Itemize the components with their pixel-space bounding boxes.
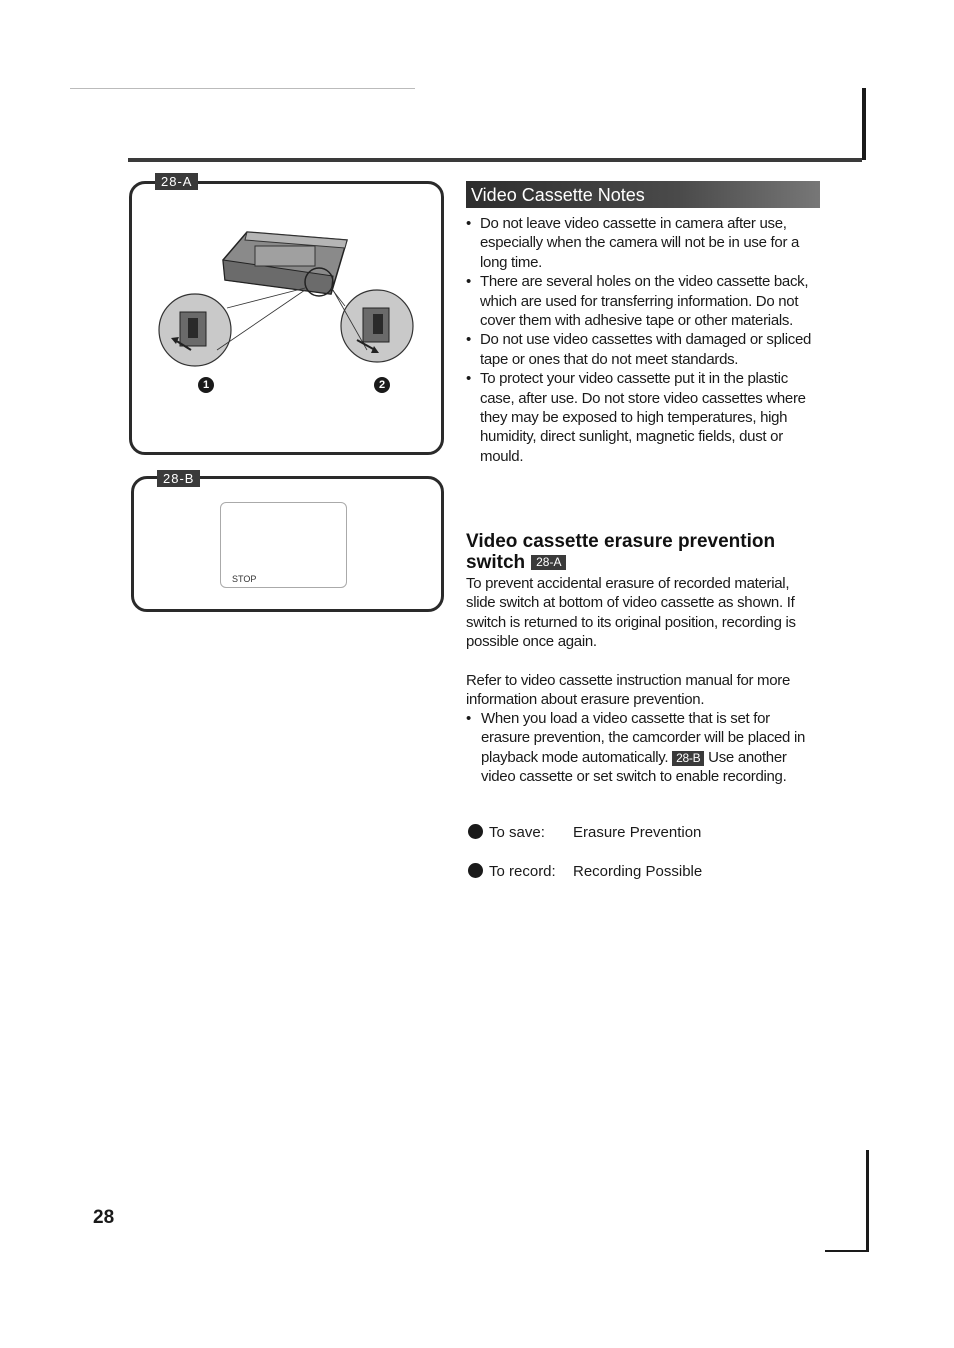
erasure-heading-text: Video cassette erasure prevention switch	[466, 531, 776, 573]
bullet-dot-icon	[468, 863, 483, 878]
option-save-key: To save:	[489, 824, 545, 841]
notes-heading: Video Cassette Notes	[471, 185, 645, 205]
margin-bar-top	[862, 88, 866, 160]
list-item: • Do not use video cassettes with damaged or spliced tape or ones that do not meet standards.	[466, 330, 818, 369]
erasure-bullet-text: When you load a video cassette that is set for erasure prevention, the camcorder will be placed in playback mode automatically.	[481, 710, 806, 766]
page-number: 28	[93, 1207, 115, 1228]
cassette-illustration	[135, 190, 438, 410]
margin-line-bottom	[825, 1250, 869, 1252]
erasure-bullet-text-after: Use another video cassette or set switch to enable recording.	[481, 748, 787, 786]
erasure-heading	[466, 531, 818, 573]
viewfinder-stop-text: STOP	[232, 574, 257, 584]
notes-list	[466, 214, 818, 466]
option-save	[468, 823, 701, 843]
bullet-dot-icon	[468, 824, 483, 839]
marker-2: 2	[374, 377, 390, 393]
erasure-list	[466, 709, 818, 787]
erasure-heading-tag: 28-A	[531, 555, 566, 570]
option-record	[468, 862, 702, 882]
list-item: • There are several holes on the video cassette back, which are used for transferring information. Do not cover them with adhesive tape or other materials.	[466, 272, 818, 330]
list-item	[466, 709, 818, 787]
erasure-paragraph-1: To prevent accidental erasure of recorded material, slide switch at bottom of video cassette as shown. If switch is returned to its original position, recording is possible once again.	[466, 575, 796, 651]
list-item: • To protect your video cassette put it in the plastic case, after use. Do not store video cassettes where they may be exposed to high temperatures, high humidity, direct sunlight, magnetic fields, dust or mould.	[466, 369, 818, 466]
section-rule	[128, 158, 862, 162]
marker-1: 1	[198, 377, 214, 393]
margin-bar-bottom	[866, 1150, 869, 1252]
top-rule-thin	[70, 88, 415, 89]
figure-28b-label: 28-B	[157, 470, 200, 487]
option-record-value: Recording Possible	[573, 863, 703, 880]
option-save-value: Erasure Prevention	[573, 824, 702, 841]
list-item: • Do not leave video cassette in camera after use, especially when the camera will not be in use for a long time.	[466, 214, 818, 272]
erasure-paragraph-2: Refer to video cassette instruction manual for more information about erasure prevention.	[466, 672, 791, 709]
option-record-key: To record:	[489, 863, 556, 880]
erasure-bullet-tag: 28-B	[672, 751, 704, 766]
figure-28a-label: 28-A	[155, 173, 198, 190]
